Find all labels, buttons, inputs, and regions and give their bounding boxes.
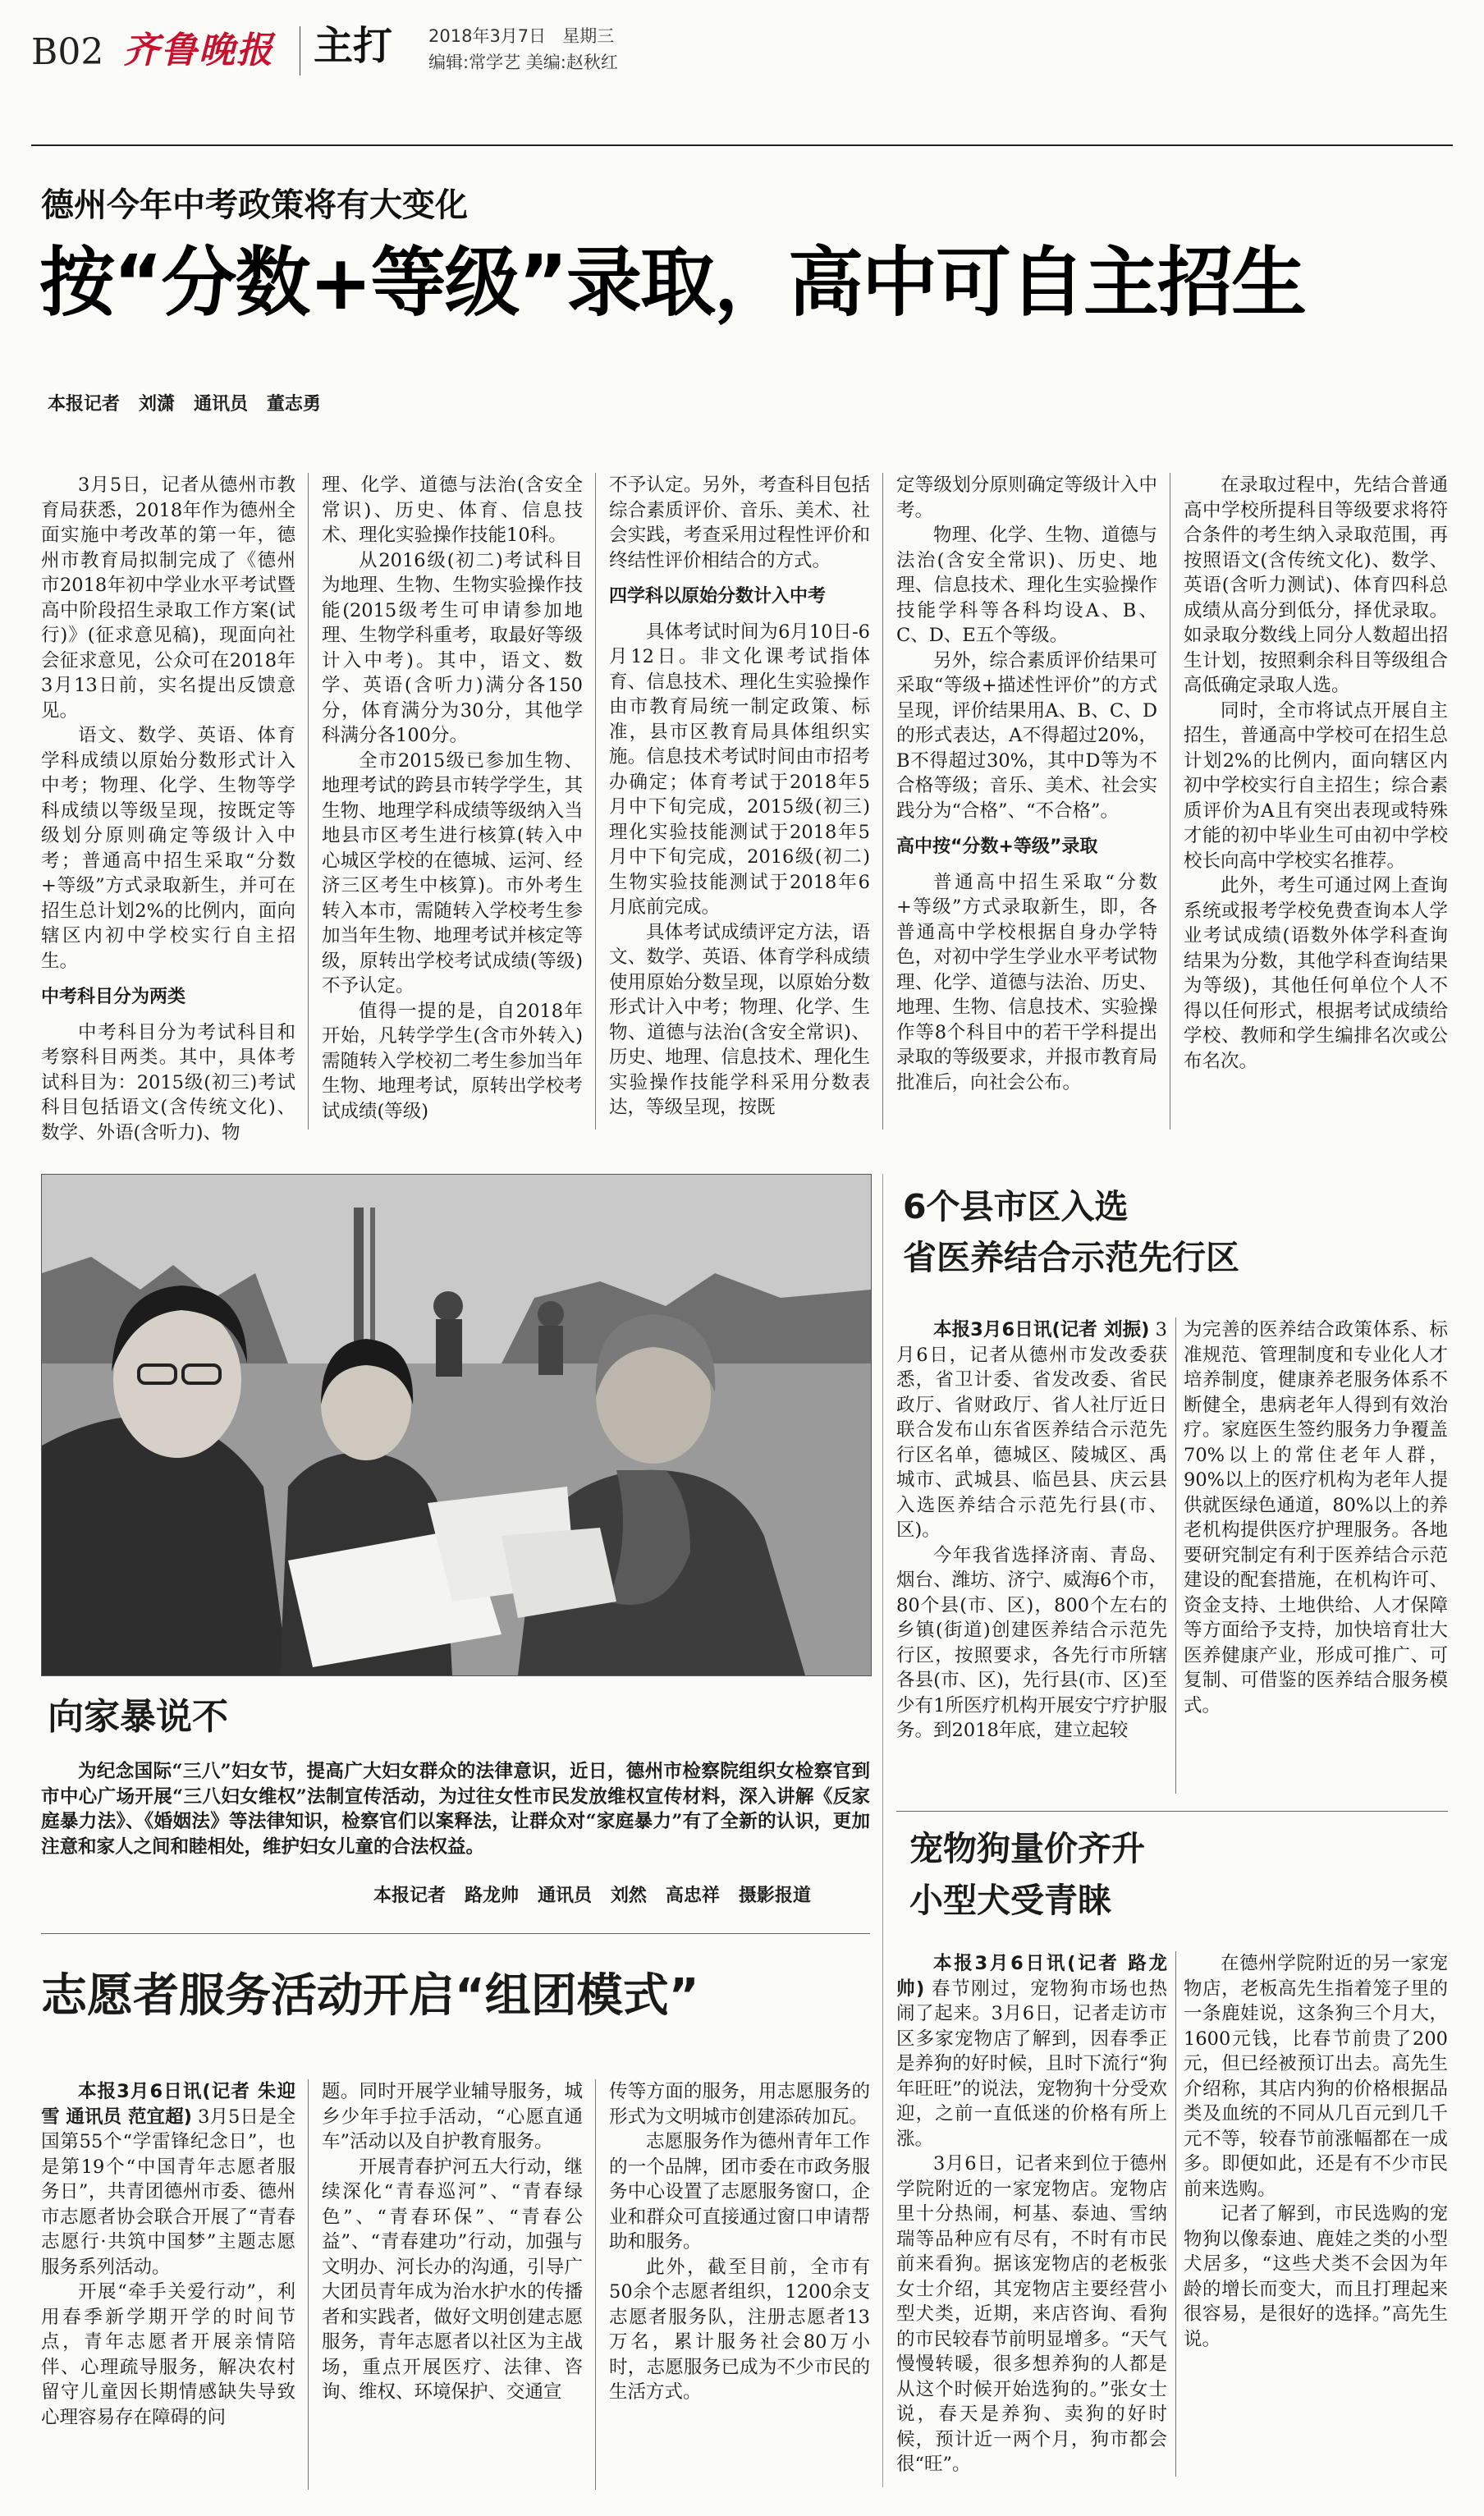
column-rule xyxy=(308,2079,309,2490)
paragraph: 开展“牵手关爱行动”，利用春季新学期开学的时间节点，青年志愿者开展亲情陪伴、心理疏导服务，解决农村留守儿童因长期情感缺失导致心理容易存在障碍的问 xyxy=(41,2281,295,2428)
section-name: 主打 xyxy=(314,23,393,69)
volunteer-headline: 志愿者服务活动开启“组团模式” xyxy=(41,1969,699,2023)
pets-headline-line2: 小型犬受青睐 xyxy=(909,1881,1111,1920)
paragraph: 开展青春护河五大行动，继续深化“青春巡河”、“青春绿色”、“青春环保”、“青春公益”、“青春建功”行动，加强与文明办、河长办的沟通，引导广大团员青年成为治水护水的传播者和实践者，做好文明创建志愿服务，青年志愿者以社区为主战场，重点开展医疗、法律、咨询、维权、环境保护、交通宣 xyxy=(322,2156,583,2403)
pets-col-2 xyxy=(1184,1951,1448,2352)
section-rule xyxy=(896,1811,1448,1812)
lead-col-5 xyxy=(1184,473,1448,1074)
medical-headline-line1: 6个县市区入选 xyxy=(903,1187,1129,1226)
paper-logo: 齐鲁晚报 xyxy=(123,30,274,71)
paragraph: 3月6日，记者来到位于德州学院附近的一家宠物店。宠物店里十分热闹，柯基、泰迪、雪纳瑞等品种应有尽有，不时有市民前来看狗。据该宠物店的老板张女士介绍，其宠物店主要经营小型犬类，近期，来店咨询、看狗的市民较春节前明显增多。“天气慢慢转暖，很多想养狗的人都是从这个时候开始选狗的。”张女士说，春天是养狗、卖狗的好时候，预计近一两个月，狗市都会很“旺”。 xyxy=(896,2153,1167,2475)
paragraph: 志愿服务作为德州青年工作的一个品牌，团市委在市政务服务中心设置了志愿服务窗口，企业和群众可直接通过窗口申请帮助和服务。 xyxy=(609,2131,870,2252)
lead-kicker: 德州今年中考政策将有大变化 xyxy=(41,186,468,224)
paragraph xyxy=(41,2079,295,2280)
lead-col-3 xyxy=(609,473,870,1121)
news-photo xyxy=(41,1174,872,1676)
medical-headline-line2: 省医养结合示范先行区 xyxy=(903,1238,1239,1277)
photo-caption: 为纪念国际“三八”妇女节，提高广大妇女群众的法律意识，近日，德州市检察院组织女检察官到市中心广场开展“三八妇女维权”法制宣传活动，为过往女性市民发放维权宣传材料，深入讲解《反家庭暴力法》、《婚姻法》等法律知识，检察官们以案释法，让群众对“家庭暴力”有了全新的认识，更加注意和家人之间和睦相处，维护妇女儿童的合法权益。 xyxy=(41,1761,870,1858)
paragraph: 为完善的医养结合政策体系、标准规范、管理制度和专业化人才培养制度，健康养老服务体系不断健全，患病老年人得到有效治疗。家庭医生签约服务力争覆盖70%以上的常住老年人群，90%以上的医疗机构为老年人提供就医绿色通道，80%以上的养老机构提供医疗护理服务。各地要研究制定有利于医养结合示范建设的配套措施，在机构许可、资金支持、土地供给、人才保障等方面给予支持，加快培育壮大医养健康产业，形成可推广、可复制、可借鉴的医养结合服务模式。 xyxy=(1184,1319,1448,1716)
paragraph: 传等方面的服务，用志愿服务的形式为文明城市创建添砖加瓦。 xyxy=(609,2081,870,2128)
column-rule xyxy=(595,2079,596,2490)
column-rule xyxy=(1175,1951,1176,2477)
paragraph: 今年我省选择济南、青岛、烟台、潍坊、济宁、威海6个市，80个县(市、区)，800个左右的乡镇(街道)创建医养结合示范先行区，按照要求，各先行市所辖各县(市、区)，先行县(市、区)至少有1所医疗机构开展安宁疗护服务。到2018年底，建立起较 xyxy=(896,1544,1167,1741)
editors: 编辑:常学艺 美编:赵秋红 xyxy=(428,53,618,72)
paragraph: 记者了解到，市民选购的宠物狗以像泰迪、鹿娃之类的小型犬居多，“这些犬类不会因为年龄的增长而变大，而且打理起来很容易，是很好的选择。”高先生说。 xyxy=(1184,2203,1448,2350)
paragraph-text: 3月6日，记者从德州市发改委获悉，省卫计委、省发改委、省民政厅、省财政厅、省人社厅近日联合发布山东省医养结合示范先行区名单，德城区、陵城区、禹城市、武城县、临邑县、庆云县入选医养结合示范先行县(市、区)。 xyxy=(896,1319,1167,1541)
page-code: B02 xyxy=(31,31,104,73)
paragraph: 物理、化学、生物、道德与法治(含安全常识)、历史、地理、信息技术、理化生实验操作技能学科等各科均设A、B、C、D、E五个等级。 xyxy=(896,525,1157,646)
dateline: 本报3月6日讯(记者 朱迎雪 通讯员 范宜超) xyxy=(41,2081,295,2128)
paragraph: 定等级划分原则确定等级计入中考。 xyxy=(896,474,1157,521)
pets-headline-line1: 宠物狗量价齐升 xyxy=(909,1829,1145,1868)
paragraph: 从2016级(初二)考试科目为地理、生物、生物实验操作技能(2015级考生可申请参加地理、生物学科重考，取最好等级计入中考)。其中，语文、数学、英语(含听力)满分各150分，体育满分为30分，其他学科满分各100分。 xyxy=(322,549,583,746)
paragraph: 理、化学、道德与法治(含安全常识)、历史、体育、信息技术、理化实验操作技能10科。 xyxy=(322,474,583,546)
date: 2018年3月7日 xyxy=(428,26,547,46)
paragraph-text: 3月5日是全国第55个“学雷锋纪念日”，也是第19个“中国青年志愿者服务日”，共青团德州市委、德州市志愿者协会联合开展了“青春志愿行·共筑中国梦”主题志愿服务系列活动。 xyxy=(41,2106,295,2278)
paragraph xyxy=(896,1318,1167,1543)
weekday: 星期三 xyxy=(562,26,615,46)
paragraph: 3月5日，记者从德州市教育局获悉，2018年作为德州全面实施中考改革的第一年，德州市教育局拟制完成了《德州市2018年初中学业水平考试暨高中阶段招生录取工作方案(试行)》(征求意见稿)，现面向社会征求意见，公众可在2018年3月13日前，实名提出反馈意见。 xyxy=(41,474,295,722)
section-heading: 高中按“分数+等级”录取 xyxy=(896,836,1098,857)
column-rule xyxy=(308,473,309,1130)
photo-credit: 本报记者 路龙帅 通讯员 刘然 高忠祥 摄影报道 xyxy=(373,1886,811,1906)
medical-col-1 xyxy=(896,1318,1167,1744)
dateline: 本报3月6日讯(记者 刘振) xyxy=(933,1319,1150,1340)
lead-col-4 xyxy=(896,473,1157,1095)
pets-col-1 xyxy=(896,1951,1167,2477)
volunteer-col-1 xyxy=(41,2079,295,2430)
section-rule xyxy=(41,1933,870,1934)
paragraph: 此外，考生可通过网上查询系统或报考学校免费查询本人学业考试成绩(语数外体学科查询结果为分数，其他学科查询结果为等级)，其他任何单位个人不得以任何形式，根据考试成绩给学校、教师和学生编排名次或公布名次。 xyxy=(1184,875,1448,1072)
paragraph: 同时，全市将试点开展自主招生，普通高中学校可在招生总计划2%的比例内，面向辖区内初中学校实行自主招生；综合素质评价为A且有突出表现或特殊才能的初中毕业生可由初中学校校长向高中学校实名推荐。 xyxy=(1184,699,1448,872)
paragraph: 在录取过程中，先结合普通高中学校所提科目等级要求将符合条件的考生纳入录取范围，再按照语文(含传统文化)、数学、英语(含听力测试)、体育四科总成绩从高分到低分，择优录取。如录取分数线上同分人数超出招生计划，按照剩余科目等级组合高低确定录取人选。 xyxy=(1184,474,1448,696)
column-rule xyxy=(595,473,596,1130)
column-rule xyxy=(882,473,883,1130)
issue-date xyxy=(428,25,614,48)
paragraph: 全市2015级已参加生物、地理考试的跨县市转学学生，其生物、地理学科成绩等级纳入当地县市区考生进行核算(转入中心城区学校的在德城、运河、经济三区考生中核算)。市外考生转入本市，需随转入学校考生参加当年生物、地理考试并核定等级，原转出学校考试成绩(等级)不予认定。 xyxy=(322,749,583,997)
paragraph: 题。同时开展学业辅导服务，城乡少年手拉手活动，“心愿直通车”活动以及自护教育服务。 xyxy=(322,2081,583,2152)
lead-col-1 xyxy=(41,473,295,1145)
paragraph: 另外，综合素质评价结果可采取“等级+描述性评价”的方式呈现，评价结果用A、B、C、D的形式表达，A不得超过20%，B不得超过30%，其中D等为不合格等级；音乐、美术、社会实践分为“合格”、“不合格”。 xyxy=(896,649,1157,822)
paragraph: 此外，截至目前，全市有50余个志愿者组织，1200余支志愿者服务队，注册志愿者13万名，累计服务社会80万小时，志愿服务已成为不少市民的生活方式。 xyxy=(609,2256,870,2403)
section-heading: 四学科以原始分数计入中考 xyxy=(609,586,827,607)
paragraph: 语文、数学、英语、体育学科成绩以原始分数形式计入中考；物理、化学、生物等学科成绩以等级呈现，按既定等级划分原则确定等级计入中考；普通高中招生采取“分数+等级”方式录取新生，并可在招生总计划2%的比例内，面向辖区内初中学校实行自主招生。 xyxy=(41,725,295,972)
lead-byline: 本报记者 刘潇 通讯员 董志勇 xyxy=(48,394,321,415)
masthead-rule xyxy=(31,144,1453,146)
paragraph xyxy=(896,1951,1167,2152)
section-heading: 中考科目分为两类 xyxy=(41,987,186,1007)
photo-headline: 向家暴说不 xyxy=(48,1696,228,1738)
center-rule xyxy=(882,1174,883,2487)
paragraph: 值得一提的是，自2018年开始，凡转学学生(含市外转入)需随转入学校初二考生参加当年生物、地理考试，原转出学校考试成绩(等级) xyxy=(322,1000,583,1122)
photo-illustration xyxy=(42,1175,871,1675)
paragraph: 在德州学院附近的另一家宠物店，老板高先生指着笼子里的一条鹿娃说，这条狗三个月大，1600元钱，比春节前贵了200元，但已经被预订出去。高先生介绍称，其店内狗的价格根据品类及血统的不同从几百元到几千元不等，较春节前涨幅都在一成多。即便如此，还是有不少市民前来选购。 xyxy=(1184,1953,1448,2200)
paragraph: 不予认定。另外，考查科目包括综合素质评价、音乐、美术、社会实践，考查采用过程性评价和终结性评价相结合的方式。 xyxy=(609,474,870,571)
paragraph: 普通高中招生采取“分数+等级”方式录取新生，即，各普通高中学校根据自身办学特色，对初中学生学业水平考试物理、化学、道德与法治、历史、地理、生物、信息技术、实验操作等8个科目中的若干学科提出录取的等级要求，并报市教育局批准后，向社会公布。 xyxy=(896,871,1157,1093)
paragraph: 具体考试时间为6月10日-6月12日。非文化课考试指体育、信息技术、理化生实验操作由市教育局统一制定政策、标准，县市区教育局具体组织实施。信息技术考试时间由市招考办确定；体育考试于2018年5月中下旬完成，2015级(初三)理化实验技能测试于2018年5月中下旬完成，2016级(初二)生物实验技能测试于2018年6月底前完成。 xyxy=(609,621,870,918)
paragraph-text: 春节刚过，宠物狗市场也热闹了起来。3月6日，记者走访市区多家宠物店了解到，因春季正是养狗的好时候，且时下流行“狗年旺旺”的说法，宠物狗十分受欢迎，之前一直低迷的价格有所上涨。 xyxy=(896,1978,1167,2150)
lead-col-2 xyxy=(322,473,583,1124)
paragraph: 中考科目分为考试科目和考察科目两类。其中，具体考试科目为：2015级(初三)考试科目包括语文(含传统文化)、数学、外语(含听力)、物 xyxy=(41,1021,295,1143)
volunteer-col-2 xyxy=(322,2079,583,2405)
paragraph: 具体考试成绩评定方法，语文、数学、英语、体育学科成绩使用原始分数呈现，以原始分数形式计入中考；物理、化学、生物、道德与法治(含安全常识)、历史、地理、信息技术、理化生实验操作技能学科采用分数表达，等级呈现，按既 xyxy=(609,921,870,1118)
volunteer-col-3 xyxy=(609,2079,870,2405)
lead-headline: 按“分数+等级”录取，高中可自主招生 xyxy=(39,239,1306,327)
dateline: 本报3月6日讯(记者 路龙帅) xyxy=(896,1953,1167,2000)
column-rule xyxy=(1175,1318,1176,1794)
masthead xyxy=(0,0,1484,148)
medical-col-2 xyxy=(1184,1318,1448,1718)
